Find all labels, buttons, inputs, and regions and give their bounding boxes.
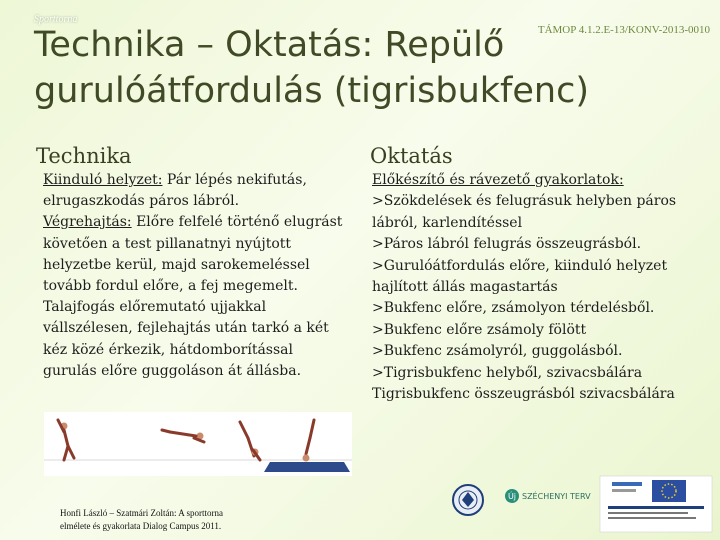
gymnastics-sequence-photo <box>44 412 352 476</box>
svg-text:Új: Új <box>507 492 517 501</box>
exercise-item: >Szökdelések és felugrásuk helyben páros lábról, karlendítéssel <box>372 193 677 231</box>
execution <box>43 212 351 382</box>
brand-label: Sporttorna <box>34 14 78 25</box>
exercises-intro: Előkészítő és rávezető gyakorlatok: <box>372 172 624 188</box>
start-position <box>43 170 351 212</box>
execution-label: Végrehajtás: <box>43 214 132 231</box>
photo-caption <box>60 507 223 533</box>
szechenyi-logo-text: SZÉCHENYI TERV <box>522 492 591 501</box>
left-heading: Technika <box>36 144 132 168</box>
start-label: Kiinduló helyzet: <box>43 172 163 188</box>
page-title: Technika – Oktatás: Repülő gurulóátfordulás (tigrisbukfenc) <box>34 25 589 111</box>
sponsor-logos <box>452 474 716 534</box>
technique-text <box>43 170 351 382</box>
eu-flag-icon <box>600 476 712 532</box>
caption-line-2: elmélete és gyakorlata Dialog Campus 2011. <box>60 521 222 531</box>
exercise-item: >Bukfenc zsámolyról, guggolásból. <box>372 343 623 360</box>
exercise-item: Tigrisbukfenc összeugrásból szivacsbálára <box>372 386 675 403</box>
caption-line-1: Honfi László – Szatmári Zoltán: A sporttorna <box>60 508 223 518</box>
exercise-item: >Páros lábról felugrás összeugrásból. <box>372 236 642 253</box>
exercise-item: >Bukfenc előre, zsámolyon térdelésből. <box>372 300 655 317</box>
project-code: TÁMOP 4.1.2.E-13/KONV-2013-0010 <box>537 24 710 36</box>
right-heading: Oktatás <box>370 144 453 168</box>
execution-text: Előre felfelé történő elugrást követően a test pillanatnyi nyújtott helyzetbe kerül, majd sarokemeléssel tovább fordul előre, a fej megemelt. Talajfogás előremutató ujjakkal vállszélesen, fejlehajtás után tarkó a két kéz közé érkezik, hátdomborítással gurulás előre guggoláson át állásba. <box>43 214 343 379</box>
start-text: Pár lépés nekifutás, elrugaszkodás páros lábról. <box>43 172 307 210</box>
szechenyi-logo-icon <box>505 489 519 503</box>
teaching-text <box>372 170 707 405</box>
logo-strip <box>452 474 716 538</box>
exercise-item: >Tigrisbukfenc helyből, szivacsbálára <box>372 364 643 381</box>
exercise-item: >Bukfenc előre zsámoly fölött <box>372 321 587 338</box>
mat-icon <box>264 462 350 472</box>
photo-figures <box>44 412 352 476</box>
university-seal-icon <box>453 485 483 515</box>
exercise-item: >Gurulóátfordulás előre, kiinduló helyzet hajlított állás magastartás <box>372 257 668 296</box>
